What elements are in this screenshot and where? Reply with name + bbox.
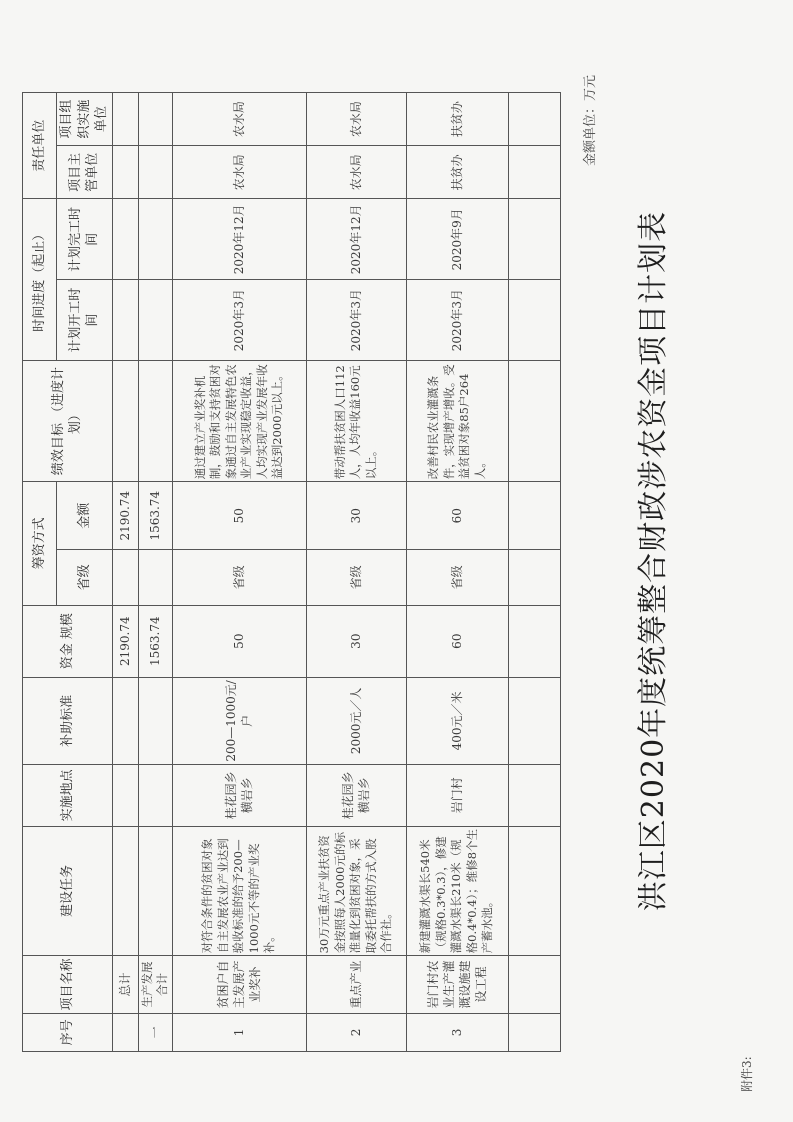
project-plan-table xyxy=(22,92,561,1052)
production-seq: 一 xyxy=(138,1013,172,1051)
row-task: 对符合条件的贫困对象自主发展农业产业达到验收标准的给予200—1000元不等的产业奖补。 xyxy=(172,826,306,956)
document-title: 洪江区2020年度统筹整合财政涉农资金项目计划表 xyxy=(636,210,671,912)
row-fund: 60 xyxy=(406,605,508,677)
row-location: 岩门村 xyxy=(406,764,508,826)
header-seq: 序号 xyxy=(23,1013,113,1051)
header-end-time: 计划完工时间 xyxy=(57,199,113,280)
row-end: 2020年12月 xyxy=(172,199,306,280)
row-performance: 带动帮扶贫困人口112人，人均年收益160元以上。 xyxy=(306,361,406,482)
row-performance: 改善村民农业灌溉条件，实现增产增收。受益贫困对象85户264人。 xyxy=(406,361,508,482)
row-amount: 30 xyxy=(306,482,406,550)
row-amount: 50 xyxy=(172,482,306,550)
row-seq: 2 xyxy=(306,1013,406,1051)
row-project-name: 贫困户自主发展产业奖补 xyxy=(172,956,306,1013)
total-name: 总计 xyxy=(112,956,138,1013)
table-row xyxy=(406,93,508,1052)
row-task: 新建灌溉水渠长540米（规格0.3*0.3），修建灌溉水渠长210米（规格0.4*0.4）；维修8个生产蓄水池。 xyxy=(406,826,508,956)
header-task: 建设任务 xyxy=(23,826,113,956)
table-row xyxy=(172,93,306,1052)
row-performance: 通过建立产业奖补机制，鼓励和支持贫困对象通过自主发展特色农业产业实现稳定收益，人均实现产业发展年收益达到2000元以上。 xyxy=(172,361,306,482)
table-row-total xyxy=(112,93,138,1052)
header-responsibility: 责任单位 xyxy=(23,93,57,199)
row-start: 2020年3月 xyxy=(306,280,406,361)
row-seq: 1 xyxy=(172,1013,306,1051)
attachment-label: 附件3: xyxy=(740,1056,754,1092)
row-project-name: 岩门村农业生产灌溉设施建设工程 xyxy=(406,956,508,1013)
row-end: 2020年12月 xyxy=(306,199,406,280)
header-performance: 绩效目标 （进度计划） xyxy=(23,361,113,482)
row-subsidy: 200—1000元/户 xyxy=(172,677,306,764)
header-location: 实施地点 xyxy=(23,764,113,826)
header-fund-scale: 资金 规模 xyxy=(23,605,113,677)
unit-note: 金额单位：万元 xyxy=(583,75,598,167)
row-competent: 扶贫办 xyxy=(406,146,508,199)
header-project-name: 项目名称 xyxy=(23,956,113,1013)
production-amount: 1563.74 xyxy=(138,482,172,550)
row-start: 2020年3月 xyxy=(172,280,306,361)
row-end: 2020年9月 xyxy=(406,199,508,280)
row-level: 省级 xyxy=(172,550,306,605)
header-subsidy: 补助标准 xyxy=(23,677,113,764)
total-fund: 2190.74 xyxy=(112,605,138,677)
production-name: 生产发展合计 xyxy=(138,956,172,1013)
row-project-name: 重点产业 xyxy=(306,956,406,1013)
row-amount: 60 xyxy=(406,482,508,550)
table-row-production-total xyxy=(138,93,172,1052)
row-location: 桂花园乡横岩乡 xyxy=(306,764,406,826)
row-level: 省级 xyxy=(406,550,508,605)
row-implement: 农水局 xyxy=(172,93,306,146)
row-level: 省级 xyxy=(306,550,406,605)
header-funding-method: 筹资方式 xyxy=(23,482,57,605)
header-schedule: 时间进度（起止） xyxy=(23,199,57,361)
header-row-1 xyxy=(23,93,57,1052)
row-subsidy: 2000元／人 xyxy=(306,677,406,764)
header-start-time: 计划开工时间 xyxy=(57,280,113,361)
header-implement-unit: 项目组织实施单位 xyxy=(57,93,113,146)
total-amount: 2190.74 xyxy=(112,482,138,550)
row-start: 2020年3月 xyxy=(406,280,508,361)
row-competent: 农水局 xyxy=(306,146,406,199)
row-fund: 50 xyxy=(172,605,306,677)
header-level: 省级 xyxy=(57,550,113,605)
row-task: 30万元重点产业扶贫资金按照每人2000元的标准量化到贫困对象，采取委托帮扶的方式入股合作社。 xyxy=(306,826,406,956)
row-competent: 农水局 xyxy=(172,146,306,199)
row-location: 桂花园乡横岩乡 xyxy=(172,764,306,826)
table-row-empty xyxy=(508,93,560,1052)
production-fund: 1563.74 xyxy=(138,605,172,677)
total-seq xyxy=(112,1013,138,1051)
row-seq: 3 xyxy=(406,1013,508,1051)
header-amount: 金额 xyxy=(57,482,113,550)
row-implement: 扶贫办 xyxy=(406,93,508,146)
row-subsidy: 400元／米 xyxy=(406,677,508,764)
row-implement: 农水局 xyxy=(306,93,406,146)
table-row xyxy=(306,93,406,1052)
header-competent-unit: 项目主管单位 xyxy=(57,146,113,199)
row-fund: 30 xyxy=(306,605,406,677)
